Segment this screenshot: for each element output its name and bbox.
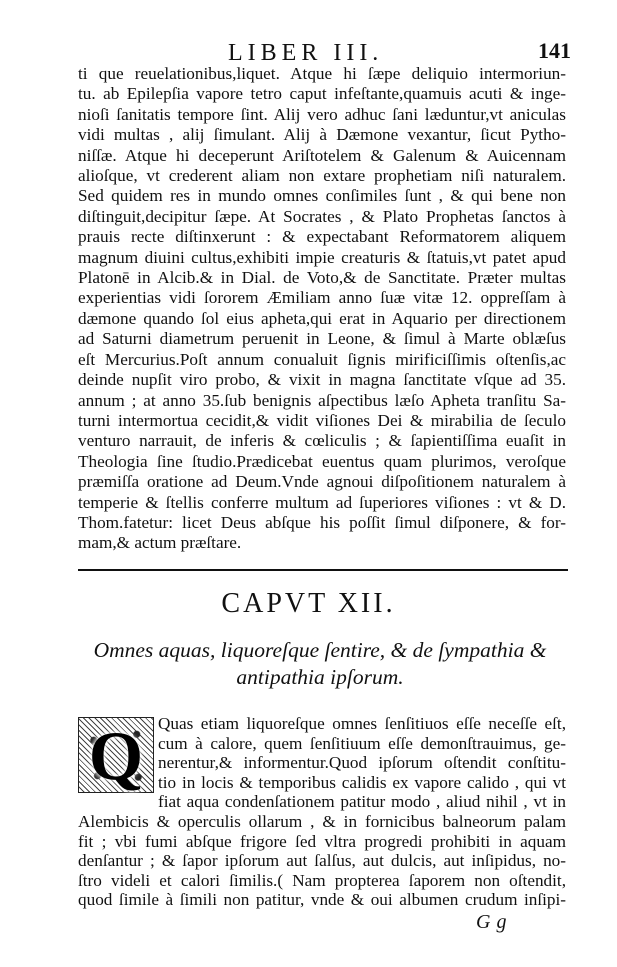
text-line: cum à calore, quem ſenſitiuum eſſe demonſtrauimus, ge-	[158, 733, 566, 753]
text-line-last: mam,& actum præſtare.	[78, 533, 242, 553]
text-line: præmiſſa oratione ad Deum.Vnde agnoui diſpoſitionem naturalem à	[78, 472, 566, 492]
section-divider	[78, 569, 568, 571]
text-line: alioſque, vt crederent aliam non extare prophetiam niſi naturalem.	[78, 166, 566, 186]
text-line: fit ; vbi fumi abſque frigore ſed vltra progredi prohibiti in aquam	[78, 831, 566, 851]
text-line: annum ; at anno 35.ſub benignis aſpectibus læſo Apheta tranſitu Sa-	[78, 390, 566, 410]
initial-letter: Q	[88, 718, 144, 795]
chapter-paragraph	[78, 714, 566, 910]
text-line: quod ſimile à ſimili non patitur, vnde & oui albumen crudum inſipi-	[78, 890, 566, 910]
page-number: 141	[538, 38, 571, 63]
running-head: LIBER III.	[228, 40, 384, 66]
body-paragraph	[78, 64, 566, 554]
text-line: nerentur,& informentur.Quod ipſorum oſtendit conſtitu-	[158, 753, 566, 773]
text-line: nioſi ſanitatis tempore ſint. Alij vero adhuc ſani læduntur,vt aniculas	[78, 104, 566, 124]
text-line: Sed quidem res in mundo omnes conſimiles ſunt , & qui bene non	[78, 186, 566, 206]
chapter-subtitle-line: antipathia ipſorum.	[236, 665, 404, 689]
text-line: ad Saturni diametrum peruenit in Leone, & ſimul à Marte oblæſus	[78, 329, 566, 349]
chapter-subtitle	[60, 637, 580, 691]
text-line: temperie & ſtellis conferre multum ad ſuperiores viſiones : vt & D.	[78, 492, 566, 512]
chapter-title: CAPVT XII.	[221, 588, 396, 619]
text-line: diſtinguit,decipitur ſæpe. At Socrates , & Plato Prophetas ſanctos à	[78, 206, 566, 226]
text-line: prauis recte diſtinxerunt : & expectabant Reformatorem aliquem	[78, 227, 566, 247]
text-line: Thom.fatetur: licet Deus abſque his poſſit ſimul diſponere, & for-	[78, 512, 566, 532]
text-line: denſantur ; & ſapor ipſorum aut ſalſus, aut dulcis, aut inſipidus, no-	[78, 851, 566, 871]
chapter-subtitle-line: Omnes aquas, liquoreſque ſentire, & de ſympathia &	[93, 638, 547, 662]
text-line: tu. ab Epilepſia vapore tetro caput infeſtante,quamuis acuti & inge-	[78, 84, 566, 104]
text-line: deinde nupſit viro probo, & vixit in magna ſanctitate vſque ad 35.	[78, 370, 566, 390]
text-line: magnum diuini cultus,exhibiti impie creaturis & ſtatuis,vt patet apud	[78, 247, 566, 267]
text-line: fiat aqua condenſationem patitur modo , aliud nihil , vt in	[158, 792, 566, 812]
text-line: venturo narrauit, de inferis & cœliculis ; & ſapientiſſima euaſit in	[78, 431, 566, 451]
text-line: Theologia ſine ſtudio.Prædicebat euentus quam plurimos, veroſque	[78, 451, 566, 471]
text-line: experientias vidi ſororem Æmiliam anno ſuæ vitæ 12. oppreſſam à	[78, 288, 566, 308]
signature-mark: Gg	[476, 911, 513, 933]
text-line: Platonē in Alcib.& in Dial. de Voto,& de Sanctitate. Præter multas	[78, 268, 566, 288]
text-line: niſſæ. Atque hi deceperunt Ariſtotelem & Galenum & Auicennam	[78, 145, 566, 165]
text-line: eſt Mercurius.Poſt annum conualuit ſignis mirificiſſimis oſtenſis,ac	[78, 349, 566, 369]
text-line: ti que reuelationibus,liquet. Atque hi ſæpe deliquio intermoriun-	[78, 64, 566, 83]
text-line: Alembicis & operculis ollarum , & in fornicibus balneorum palam	[78, 811, 566, 831]
text-line: turni intermortua cecidit,& vidit viſiones Dei & mirabilia de ſeculo	[78, 410, 566, 430]
text-line: tio in locis & temporibus calidis ex vapore calido , qui vt	[158, 772, 566, 792]
text-line: dæmone quando ſol eius apheta,qui erat in Aquario per directionem	[78, 308, 566, 328]
text-line: ſtro videli et calori ſimilis.( Nam propterea ſaporem non oſtendit,	[78, 870, 566, 890]
text-line: vidi multas , alij ſimulant. Alij à Dæmone vexantur, ſicut Pytho-	[78, 125, 566, 145]
text-line: Quas etiam liquoreſque omnes ſenſitiuos eſſe neceſſe eſt,	[158, 714, 566, 733]
